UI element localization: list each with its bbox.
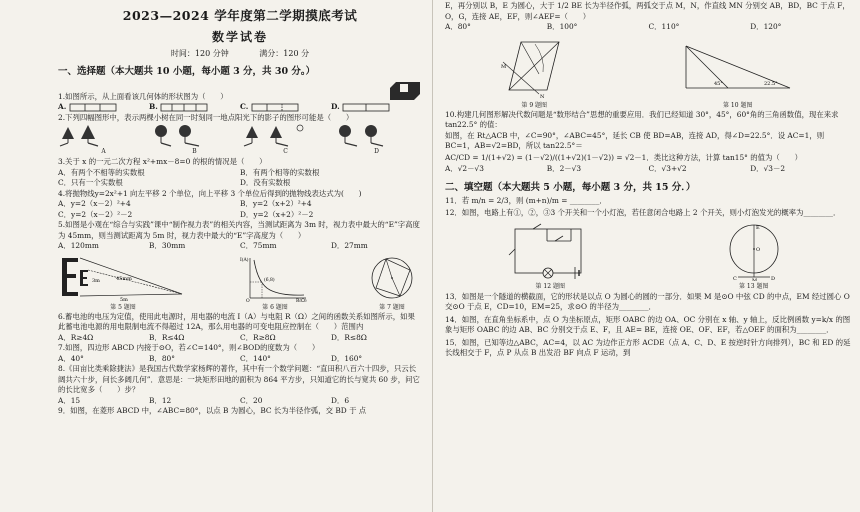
- q3-options-row2: [58, 178, 422, 189]
- exam-meta: [58, 48, 422, 59]
- q1-text: 1.如图所示，从上面看该几何体的形状图为（ ）: [58, 91, 228, 101]
- q12-text: 12．如图，电路上有①，②，③3 个开关和一个小灯泡，若任意闭合电路上 2 个开关，则小灯泡发光的概率为________．: [445, 208, 841, 217]
- q8-option-d[interactable]: D．6: [331, 395, 350, 405]
- exam-subject: 数学试卷: [211, 30, 268, 44]
- exam-time: 时间：120 分钟: [170, 49, 229, 58]
- q10-line2: 如图，在 Rt△ACB 中，∠C=90°，∠ABC=45°，延长 CB 使 BD=AB，连接 AD，得∠D=22.5°．设 AC=1，则 BC=1，AB=√2=BD，所以 tan22.5°＝: [445, 130, 825, 150]
- section2-heading: 二、填空题（本大题共 5 小题，每小题 3 分，共 15 分．）: [445, 181, 696, 193]
- q7-text: 7.如图，四边形 ABCD 内接于⊙O，若∠C=140°，则∠BOD的度数为（ ）: [58, 343, 320, 352]
- q9-text-part1: 9．如图，在菱形 ABCD 中，∠ABC=80°，以点 B 为圆心，BC 长为半径作弧，交 BD 于 点: [58, 406, 367, 415]
- q7-option-b[interactable]: B．80°: [149, 353, 175, 363]
- q4-text: 4.将抛物线y=2x²+1 向左平移 2 个单位，向上平移 3 个单位后得到的抛物线表达式为( ): [58, 188, 362, 198]
- q10-option-b[interactable]: B．2－√3: [546, 164, 582, 173]
- q3-option-d[interactable]: D．没有实数根: [240, 178, 291, 187]
- section1-heading: 一、选择题（本大题共 10 小题，每小题 3 分，共 30 分。）: [58, 66, 316, 77]
- q3-option-c[interactable]: C．只有一个实数根: [58, 178, 123, 187]
- q4-option-d[interactable]: D．y=2（x+2）²－2: [240, 209, 314, 219]
- fig7: 第 7 题图: [362, 254, 422, 311]
- fig13: E O C M D 第 13 题图: [716, 221, 792, 290]
- q8-text: 8.《田亩比类乘除捷法》是我国古代数学家杨辉的著作，其中有一个数学问题：“直田积八百六十四步，只云长阔共六十步，问长多阔几何”．意思是：一块矩形田地的面积为 864 平方步，只知道它的长与宽共 60 步，问它的长比宽多（ ）步？: [58, 364, 420, 394]
- circuit-diagram: [505, 223, 595, 281]
- q6-option-d[interactable]: D．R≤8Ω: [331, 332, 367, 342]
- q8-option-a[interactable]: A．15: [58, 395, 81, 405]
- q11-text: 11．若 m/n = 2/3，则 (m+n)/m = ________．: [445, 195, 607, 205]
- q2-option-d[interactable]: D: [331, 123, 422, 157]
- fig10: 45° 22.5° 第 10 题图: [678, 40, 798, 109]
- q3-option-b[interactable]: B．有两个相等的实数根: [240, 167, 320, 177]
- q5-q7-figures: [58, 254, 422, 311]
- svg-text:C: C: [732, 275, 737, 281]
- q10-option-d[interactable]: D．√3－2: [750, 164, 786, 173]
- q8-option-b[interactable]: B．12: [149, 395, 172, 405]
- q5-option-b[interactable]: B．30mm: [149, 241, 186, 250]
- q2-text: 2.下列四幅图形中，表示两棵小树在同一时刻同一地点阳光下的影子的图形可能是（ ）: [58, 112, 354, 122]
- q4-options-row2: [58, 210, 422, 221]
- svg-text:5m: 5m: [120, 296, 128, 302]
- q1-option-b[interactable]: B.: [149, 102, 240, 113]
- svg-text:D: D: [770, 275, 775, 281]
- tree-shadow-icon: [58, 123, 138, 147]
- q6-option-c[interactable]: C．R≥8Ω: [240, 332, 276, 342]
- q6-option-b[interactable]: B．R≤4Ω: [149, 332, 185, 342]
- q10-line3: AC/CD = 1/(1+√2) = (1－√2)/((1+√2)(1－√2)) = √2－1．类比这种方法，计算 tan15° 的值为（ ）: [445, 152, 802, 162]
- q9-option-c[interactable]: C．110°: [648, 22, 680, 31]
- q4-option-a[interactable]: A．y=2（x－2）²+4: [58, 199, 131, 208]
- q1-row: [58, 80, 422, 102]
- exam-title: 2023—2024 学年度第二学期摸底考试: [122, 8, 358, 23]
- tree-shadow-icon: [149, 123, 229, 147]
- q9-q10-figures: [445, 34, 852, 109]
- svg-text:O: O: [246, 298, 250, 302]
- q2-option-c[interactable]: C: [240, 123, 331, 157]
- q10-option-c[interactable]: C．√3+√2: [648, 164, 687, 173]
- q2-options: [58, 123, 422, 157]
- svg-text:O: O: [755, 246, 760, 253]
- q6-options: [58, 333, 422, 344]
- q9-options: [445, 22, 852, 33]
- q1-option-d[interactable]: D.: [331, 102, 422, 113]
- q9-text-part2: E，再分别以 B，E 为圆心，大于 1/2 BE 长为半径作弧，两弧交于点 M，N，作直线 MN 分别交 AB，BD，BC 于点 F，O，G，连接 AE，EF，则∠AEF=（ ）: [445, 1, 850, 21]
- svg-text:(6,8): (6,8): [264, 277, 275, 283]
- q7-options: [58, 354, 422, 365]
- q4-option-c[interactable]: C．y=2（x－2）²－2: [58, 209, 133, 219]
- q13-text: 13．如图是一个隧道的横截面，它的形状是以点 O 为圆心的圆的一部分．如果 M 是⊙O 中弦 CD 的中点，EM 经过圆心 O 交⊙O 于点 E，CD=10，EM=25，求⊙O 的半径为________．: [445, 291, 850, 311]
- q8-option-c[interactable]: C．20: [240, 395, 263, 405]
- q14-text: 14．如图，在直角坐标系中，点 O 为坐标原点，矩形 OABC 的边 OA、OC 分别在 x 轴、y 轴上，反比例函数 y=k/x 的图象与矩形 OABC 的边 AB、BC 分别交于点 E、F，且 AE= BE，连接 OE、OF、EF，若△OEF 的面积为________．: [445, 314, 851, 334]
- svg-text:M: M: [751, 277, 757, 281]
- q5-option-d[interactable]: D．27mm: [331, 241, 368, 250]
- q1-solid-figure: [388, 80, 422, 102]
- q10-option-a[interactable]: A．√2－√3: [445, 164, 484, 173]
- q9-option-b[interactable]: B．100°: [546, 22, 578, 31]
- right-page: [432, 0, 860, 512]
- q4-option-b[interactable]: B．y=2（x+2）²+4: [240, 199, 312, 208]
- q2-option-b[interactable]: B: [149, 123, 240, 157]
- q9-option-d[interactable]: D．120°: [750, 22, 782, 31]
- q1-option-a[interactable]: A.: [58, 102, 149, 113]
- q10-line1: 10.构建几何图形解决代数问题是“数形结合”思想的重要应用．我们已经知道 30°，45°，60°角的三角函数值，现在来求 tan22.5° 的值：: [445, 109, 839, 129]
- svg-text:I(A): I(A): [240, 257, 249, 263]
- tree-shadow-icon: [331, 123, 411, 147]
- q7-option-a[interactable]: A．40°: [58, 353, 84, 363]
- svg-text:3m: 3m: [92, 277, 100, 284]
- tree-shadow-icon: [240, 123, 320, 147]
- svg-text:M: M: [501, 63, 507, 70]
- q5-text: 5.如图是小观在“综合与实践”课中“制作视力表”的相关内容，当测试距离为 3m 时，视力表中最大的“E”字高度为 45mm，则当测试距离为 5m 时，视力表中最大的“E”字高度为（ ）: [58, 220, 420, 240]
- svg-text:45°: 45°: [713, 80, 723, 87]
- q1-options: [58, 102, 422, 113]
- q5-option-a[interactable]: A．120mm: [58, 241, 99, 250]
- q3-text: 3.关于 x 的一元二次方程 x²+mx－8=0 的根的情况是（ ）: [58, 157, 267, 166]
- exam-score: 满分：120 分: [259, 49, 310, 58]
- fig6: I(A) R(Ω) O (6,8) 第 6 题图: [240, 257, 307, 311]
- q3-options-row1: [58, 168, 422, 179]
- q15-text: 15．如图，已知等边△ABC，AC=4，以 AC 为边作正方形 ACDE（点 A、C、D、E 按逆时针方向排列），BC 和 ED 的延长线相交于 F，点 P 从点 B 出发沿 BF 向点 F 运动，到: [445, 337, 851, 357]
- fig12: 第 12 题图: [505, 223, 595, 290]
- q12-q13-figures: [445, 221, 852, 290]
- svg-text:N: N: [540, 93, 545, 100]
- q3-option-a[interactable]: A．有两个不相等的实数根: [58, 167, 145, 177]
- q7-option-c[interactable]: C．140°: [240, 353, 271, 363]
- q1-option-c[interactable]: C.: [240, 102, 331, 113]
- q2-option-a[interactable]: A: [58, 123, 149, 157]
- q6-option-a[interactable]: A．R≥4Ω: [58, 332, 94, 342]
- q8-options: [58, 396, 422, 407]
- q5-options: [58, 241, 422, 252]
- q9-option-a[interactable]: A．80°: [445, 22, 471, 31]
- svg-text:22.5°: 22.5°: [763, 80, 778, 87]
- q5-option-c[interactable]: C．75mm: [240, 241, 277, 250]
- svg-text:45mm: 45mm: [116, 275, 132, 282]
- svg-text:R(Ω): R(Ω): [296, 298, 307, 302]
- q7-option-d[interactable]: D．160°: [331, 353, 363, 363]
- q4-options-row1: [58, 199, 422, 210]
- q6-text: 6.蓄电池的电压为定值，使用此电源时，用电器的电流 I（A）与电阻 R（Ω）之间的函数关系如图所示，如果此蓄电池电源的用电限制电流不得超过 12A，那么用电器的可变电阻应控制在（ ）范围内: [58, 311, 415, 331]
- svg-text:E: E: [755, 224, 760, 231]
- fig5: 3m 45mm 5m 第 5 题图: [58, 254, 188, 311]
- q10-options: [445, 164, 852, 175]
- fig9: M N 第 9 题图: [499, 34, 569, 109]
